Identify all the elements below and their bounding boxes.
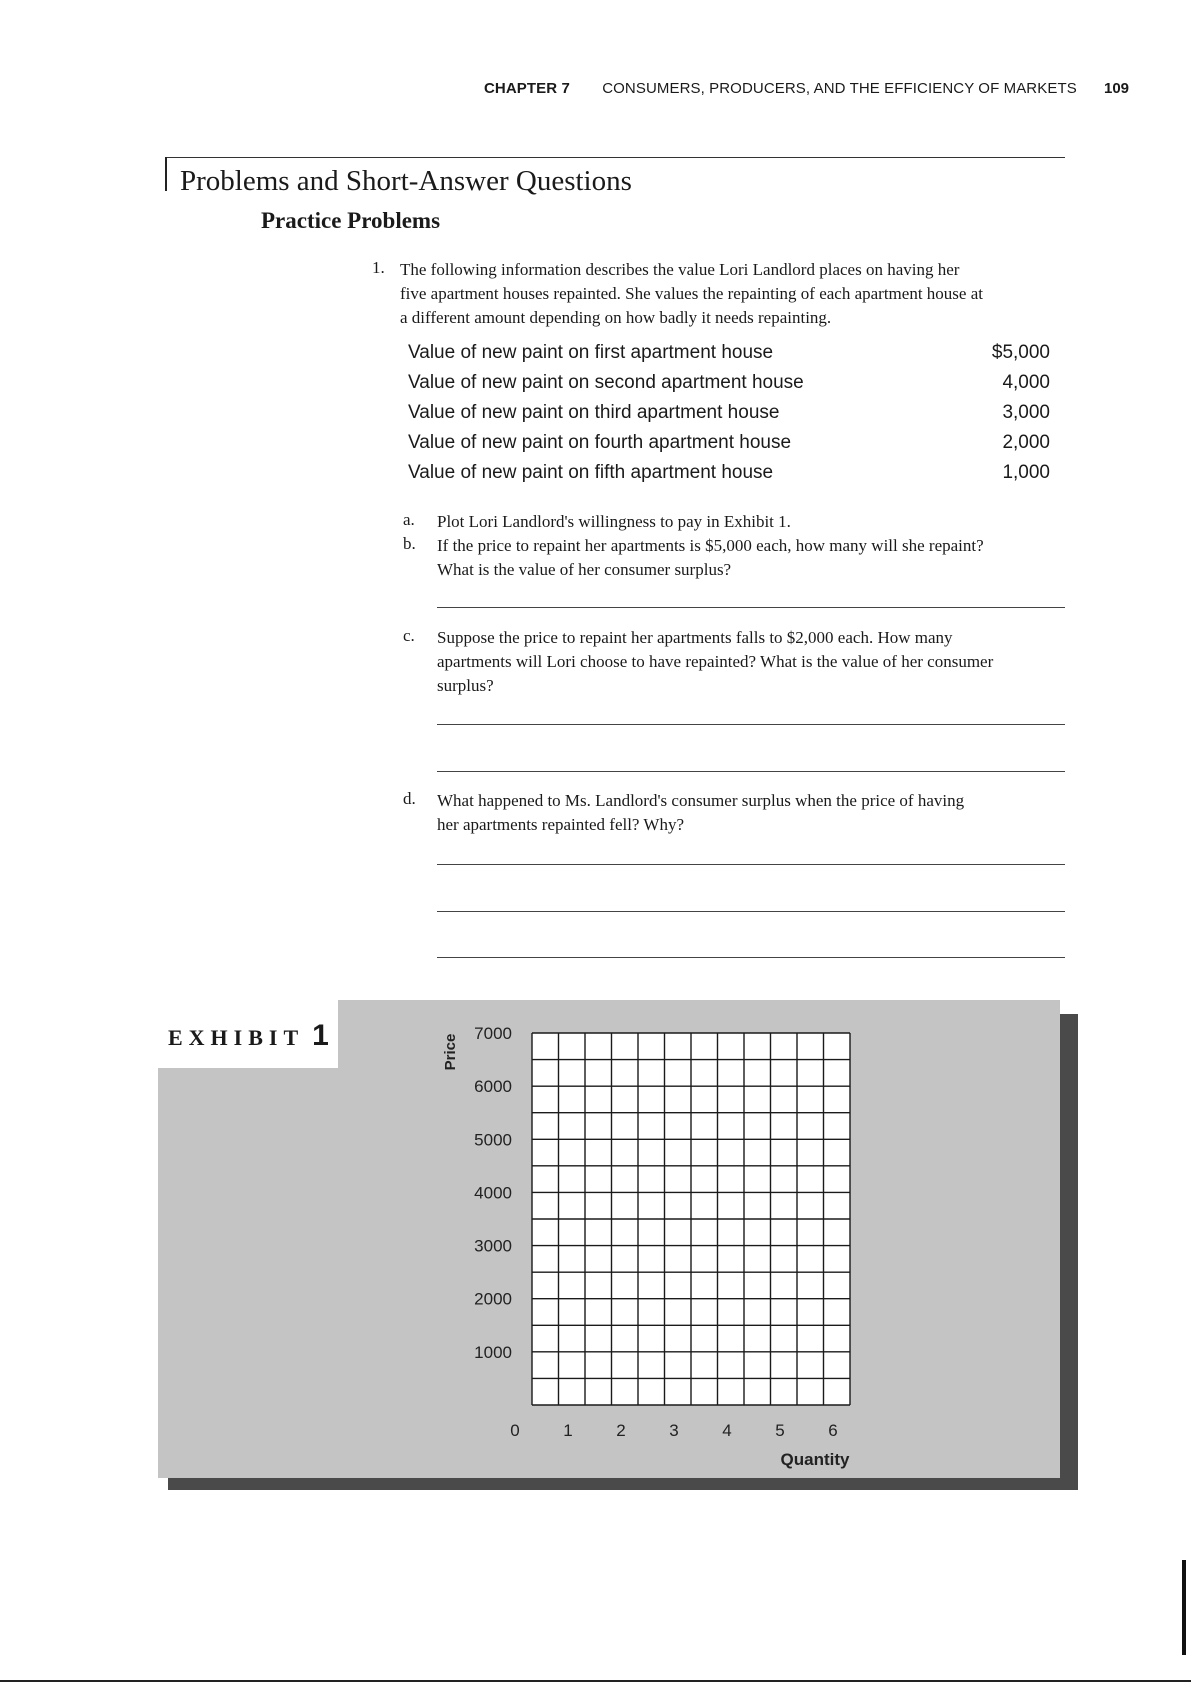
part-line: What happened to Ms. Landlord's consumer surplus when the price of having — [437, 791, 965, 810]
page-number: 109 — [1104, 80, 1130, 97]
y-tick-label: 5000 — [474, 1130, 512, 1150]
x-tick-label: 2 — [616, 1421, 626, 1440]
value-amount: 1,000 — [1002, 462, 1050, 483]
part-line: surplus? — [437, 676, 494, 695]
y-axis-label: Price — [442, 1033, 459, 1071]
exhibit-number: 1 — [312, 1019, 329, 1052]
value-label: Value of new paint on third apartment house — [408, 402, 780, 423]
value-amount: $5,000 — [991, 342, 1050, 363]
page-bottom-rule — [0, 1680, 1191, 1682]
y-tick-label: 1000 — [474, 1342, 512, 1362]
part-line: If the price to repaint her apartments is $5,000 each, how many will she repaint? — [437, 536, 984, 555]
value-label: Value of new paint on second apartment house — [408, 372, 804, 393]
part-line: Plot Lori Landlord's willingness to pay in Exhibit 1. — [437, 512, 791, 531]
value-label: Value of new paint on fourth apartment house — [408, 432, 792, 453]
exhibit-label-text: EXHIBIT — [168, 1025, 305, 1050]
part-line: Suppose the price to repaint her apartments falls to $2,000 each. How many — [437, 628, 953, 647]
y-tick-label: 7000 — [474, 1024, 512, 1043]
part-letter: a. — [403, 510, 415, 529]
value-amount: 2,000 — [1002, 432, 1050, 453]
y-tick-label: 4000 — [474, 1183, 512, 1203]
x-axis-label: Quantity — [780, 1450, 850, 1469]
value-label: Value of new paint on first apartment house — [408, 342, 774, 363]
y-tick-label: 2000 — [474, 1289, 512, 1309]
value-label: Value of new paint on fifth apartment house — [408, 462, 774, 483]
part-line: her apartments repainted fell? Why? — [437, 815, 685, 834]
part-letter: d. — [403, 789, 416, 808]
part-line: apartments will Lori choose to have repainted? What is the value of her consumer — [437, 652, 994, 671]
value-amount: 4,000 — [1002, 372, 1050, 393]
sub-title: Practice Problems — [261, 208, 441, 233]
chapter-label: CHAPTER 7 — [484, 80, 570, 97]
x-tick-label: 5 — [775, 1421, 785, 1440]
x-tick-label: 6 — [828, 1421, 838, 1440]
x-tick-label: 1 — [563, 1421, 573, 1440]
part-line: What is the value of her consumer surplus? — [437, 560, 732, 579]
y-tick-label: 3000 — [474, 1236, 512, 1256]
question-line: five apartment houses repainted. She values the repainting of each apartment house at — [400, 284, 983, 303]
question-number: 1. — [372, 258, 385, 277]
value-amount: 3,000 — [1002, 402, 1050, 423]
chapter-title: CONSUMERS, PRODUCERS, AND THE EFFICIENCY OF MARKETS — [602, 80, 1077, 97]
part-letter: b. — [403, 534, 416, 553]
page-edge-mark — [1182, 1560, 1186, 1655]
part-letter: c. — [403, 626, 415, 645]
x-tick-label: 0 — [510, 1421, 520, 1440]
x-tick-label: 4 — [722, 1421, 732, 1440]
y-tick-label: 6000 — [474, 1077, 512, 1097]
section-title: Problems and Short-Answer Questions — [180, 165, 632, 197]
x-tick-label: 3 — [669, 1421, 679, 1440]
question-line: The following information describes the value Lori Landlord places on having her — [400, 260, 960, 279]
question-line: a different amount depending on how badly it needs repainting. — [400, 308, 832, 327]
